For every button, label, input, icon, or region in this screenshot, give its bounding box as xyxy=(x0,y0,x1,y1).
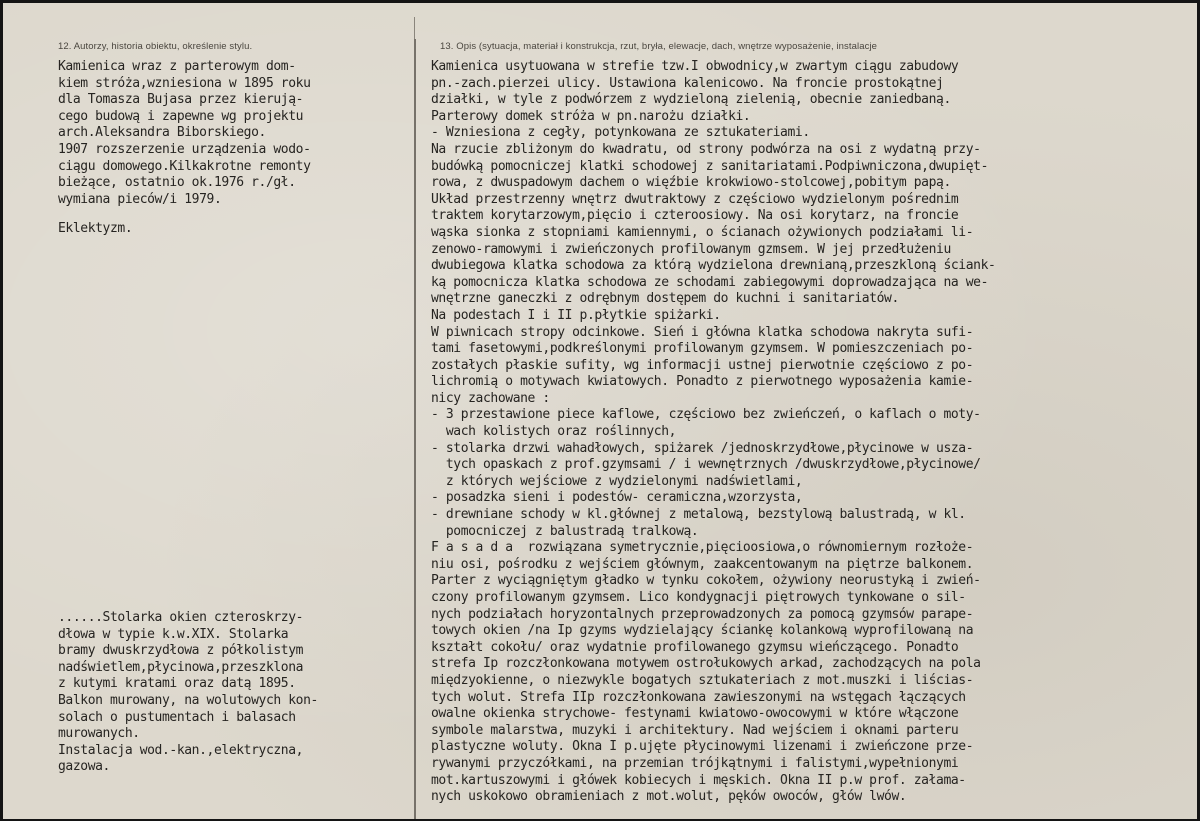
text-line: działki, w tyle z podwórzem z wydzieloną zielenią, obecnie zaniedbaną. xyxy=(431,92,951,108)
text-line: dla Tomasza Bujasa przez kierują- xyxy=(58,92,304,108)
text-line: murowanych. xyxy=(58,726,140,742)
text-line: z kutymi kratami oraz datą 1895. xyxy=(58,676,296,692)
text-line: rowa, z dwuspadowym dachem o więźbie krokwiowo-stolcowej,pobitym papą. xyxy=(431,175,951,191)
text-line: - stolarka drzwi wahadłowych, spiżarek /jednoskrzydłowe,płycinowe w uszа- xyxy=(431,440,974,456)
text-line: - drewniane schody w kl.głównej z metalową, bezstylową balustradą, w kl. xyxy=(431,507,966,523)
text-line: wnętrzne ganeczki z odrębnym dostępem do kuchni i sanitariatów. xyxy=(431,291,899,307)
text-line: pn.-zach.pierzei ulicy. Ustawiona kalenicowo. Na froncie prostokątnej xyxy=(431,75,944,91)
text-line: arch.Aleksandra Biborskiego. xyxy=(58,125,266,141)
text-line: Parterowy domek stróża w pn.narożu działki. xyxy=(431,108,751,124)
text-line: plastyczne woluty. Okna I p.ujęte płycinowymi lizenami i zwieńczone prze- xyxy=(431,739,974,755)
text-line: tami fasetowymi,podkreślonymi profilowanym gzymsem. W pomieszczeniach po- xyxy=(431,341,974,357)
text-line: mot.kartuszowymi i główek kobiecych i męskich. Okna II p.w prof. załama- xyxy=(431,772,966,788)
text-line: z których wejściowe z wydzielonymi nadświetlami, xyxy=(431,473,803,489)
text-line: Układ przestrzenny wnętrz dwutraktowy z częściowo wydzielonym pośrednim xyxy=(431,191,959,207)
description-text xyxy=(431,59,995,806)
text-line: bramy dwuskrzydłowa z półkolistym xyxy=(58,643,304,659)
text-line: wymiana pieców/i 1979. xyxy=(58,191,222,207)
text-line: wach kolistych oraz roślinnych, xyxy=(431,424,677,440)
text-line: wąska sionka z stopniami kamiennymi, o ścianach ożywionych podziałami li- xyxy=(431,224,974,240)
text-line: gazowa. xyxy=(58,759,110,775)
column-divider xyxy=(414,39,416,819)
continuation-text xyxy=(58,610,318,776)
text-line: bieżące, ostatnio ok.1976 r./gł. xyxy=(58,175,296,191)
text-line: Balkon murowany, na wolutowych kon- xyxy=(58,692,318,708)
text-line: traktem korytarzowym,pięcio i czteroosiowy. Na osi korytarz, na froncie xyxy=(431,208,959,224)
text-line: nych uskokowo obramieniach z mot.wolut, pęków owoców, głów lwów. xyxy=(431,789,907,805)
text-line: - 3 przestawione piece kaflowe, częściowo bez zwieńczeń, o kaflach o moty- xyxy=(431,407,981,423)
history-text xyxy=(58,59,311,208)
text-line: tych wolut. Strefa IIp rozczłonkowana zawieszonymi na wstęgach łączących xyxy=(431,689,966,705)
text-line: Na podestach I i II p.płytkie spiżarki. xyxy=(431,307,721,323)
text-line: nicy zachowane : xyxy=(431,390,550,406)
text-line: dwubiegowa klatka schodowa za którą wydzielona drewnianą,przeszkloną ściank- xyxy=(431,258,996,274)
column-divider-top xyxy=(414,17,415,41)
text-line: Kamienica wraz z parterowym dom- xyxy=(58,59,296,74)
text-line: rywanymi przyczółkami, na przemian trójkątnymi i falistymi,wypełnionymi xyxy=(431,755,959,771)
text-line: cego budową i zapewne wg projektu xyxy=(58,108,304,124)
text-line: strefa Ip rozczłonkowana motywem ostrołukowych arkad, zachodzących na pola xyxy=(431,656,981,672)
text-line: symbole malarstwa, muzyki i architektury. Nad wejściem i oknami parteru xyxy=(431,722,959,738)
text-line: zostałych płaskie sufity, wg informacji ustnej pierwotnie częściowo z po- xyxy=(431,357,974,373)
text-line: Instalacja wod.-kan.,elektryczna, xyxy=(58,742,304,758)
text-line: ciągu domowego.Kilkakrotne remonty xyxy=(58,158,311,174)
text-line: zenowo-ramowymi i zwieńczonych profilowanym gzmsem. W jej przedłużeniu xyxy=(431,241,951,257)
text-line: - Wzniesiona z cegły, potynkowana ze sztukateriami. xyxy=(431,125,810,141)
text-line: lichromią o motywach kwiatowych. Ponadto z pierwotnego wyposażenia kamie- xyxy=(431,374,974,390)
text-line: Kamienica usytuowana w strefie tzw.I obwodnicy,w zwartym ciągu zabudowy xyxy=(431,59,959,74)
text-line: W piwnicach stropy odcinkowe. Sień i główna klatka schodowa nakryta sufi- xyxy=(431,324,974,340)
text-line: owalne okienka strychowe- festynami kwiatowo-owocowymi w które włączone xyxy=(431,706,959,722)
style-text: Eklektyzm. xyxy=(58,221,133,236)
text-line: Parter z wyciągniętym gładko w tynku cokołem, ożywiony neorustyką i zwień- xyxy=(431,573,981,589)
text-line: Na rzucie zbliżonym do kwadratu, od strony podwórza na osi z wydatną przy- xyxy=(431,141,981,157)
text-line: solach o pustumentach i balasach xyxy=(58,709,296,725)
text-line: nych podziałach horyzontalnych przeprowadzonych za pomocą gzymsów parape- xyxy=(431,606,974,622)
section-13-heading: 13. Opis (sytuacja, materiał i konstrukcja, rzut, bryła, elewacje, dach, wnętrze wyposażenie, instalacje xyxy=(440,41,878,52)
text-line: F a s a d a rozwiązana symetrycznie,pięcioosiowa,o równomiernym rozłoże- xyxy=(431,540,974,556)
text-line: czony profilowanym gzymsem. Lico kondygnacji piętrowych tynkowane o sil- xyxy=(431,590,966,605)
text-line: budówką pomocniczej klatki schodowej z sanitariatami.Podpiwniczona,dwupięt- xyxy=(431,158,988,174)
text-line: niu osi, pośrodku z wejściem głównym, zaakcentowanym na piętrze balkonem. xyxy=(431,556,974,572)
text-line: - posadzka sieni i podestów- ceramiczna,wzorzysta, xyxy=(431,490,803,506)
text-line: towych okien /na Ip gzyms wydzielający ściankę kolankową wyprofilowaną na xyxy=(431,623,974,639)
document-sheet xyxy=(3,3,1197,819)
section-12-heading: 12. Autorzy, historia obiektu, określenie stylu. xyxy=(58,41,253,52)
text-line: ......Stolarka okien czteroskrzy- xyxy=(58,610,304,625)
text-line: nadświetlem,płycinowa,przeszklona xyxy=(58,659,304,675)
text-line: pomocniczej z balustradą tralkową. xyxy=(431,523,699,539)
text-line: dłowa w typie k.w.XIX. Stolarka xyxy=(58,626,289,642)
text-line: kształt cokołu/ oraz wydatnie profilowanego gzymsu wieńczącego. Ponadto xyxy=(431,639,959,655)
text-line: tych opaskach z prof.gzymsami / i wewnętrznych /dwuskrzydłowe,płycinowe/ xyxy=(431,457,981,473)
text-line: międzyokienne, o niezwykle bogatych sztukateriach z mot.muszki i liścias- xyxy=(431,672,974,688)
text-line: 1907 rozszerzenie urządzenia wodo- xyxy=(58,141,311,157)
text-line: kiem stróża,wzniesiona w 1895 roku xyxy=(58,75,311,91)
text-line: ką pomocnicza klatka schodowa ze schodami zabiegowymi doprowadzająca na we- xyxy=(431,274,988,290)
